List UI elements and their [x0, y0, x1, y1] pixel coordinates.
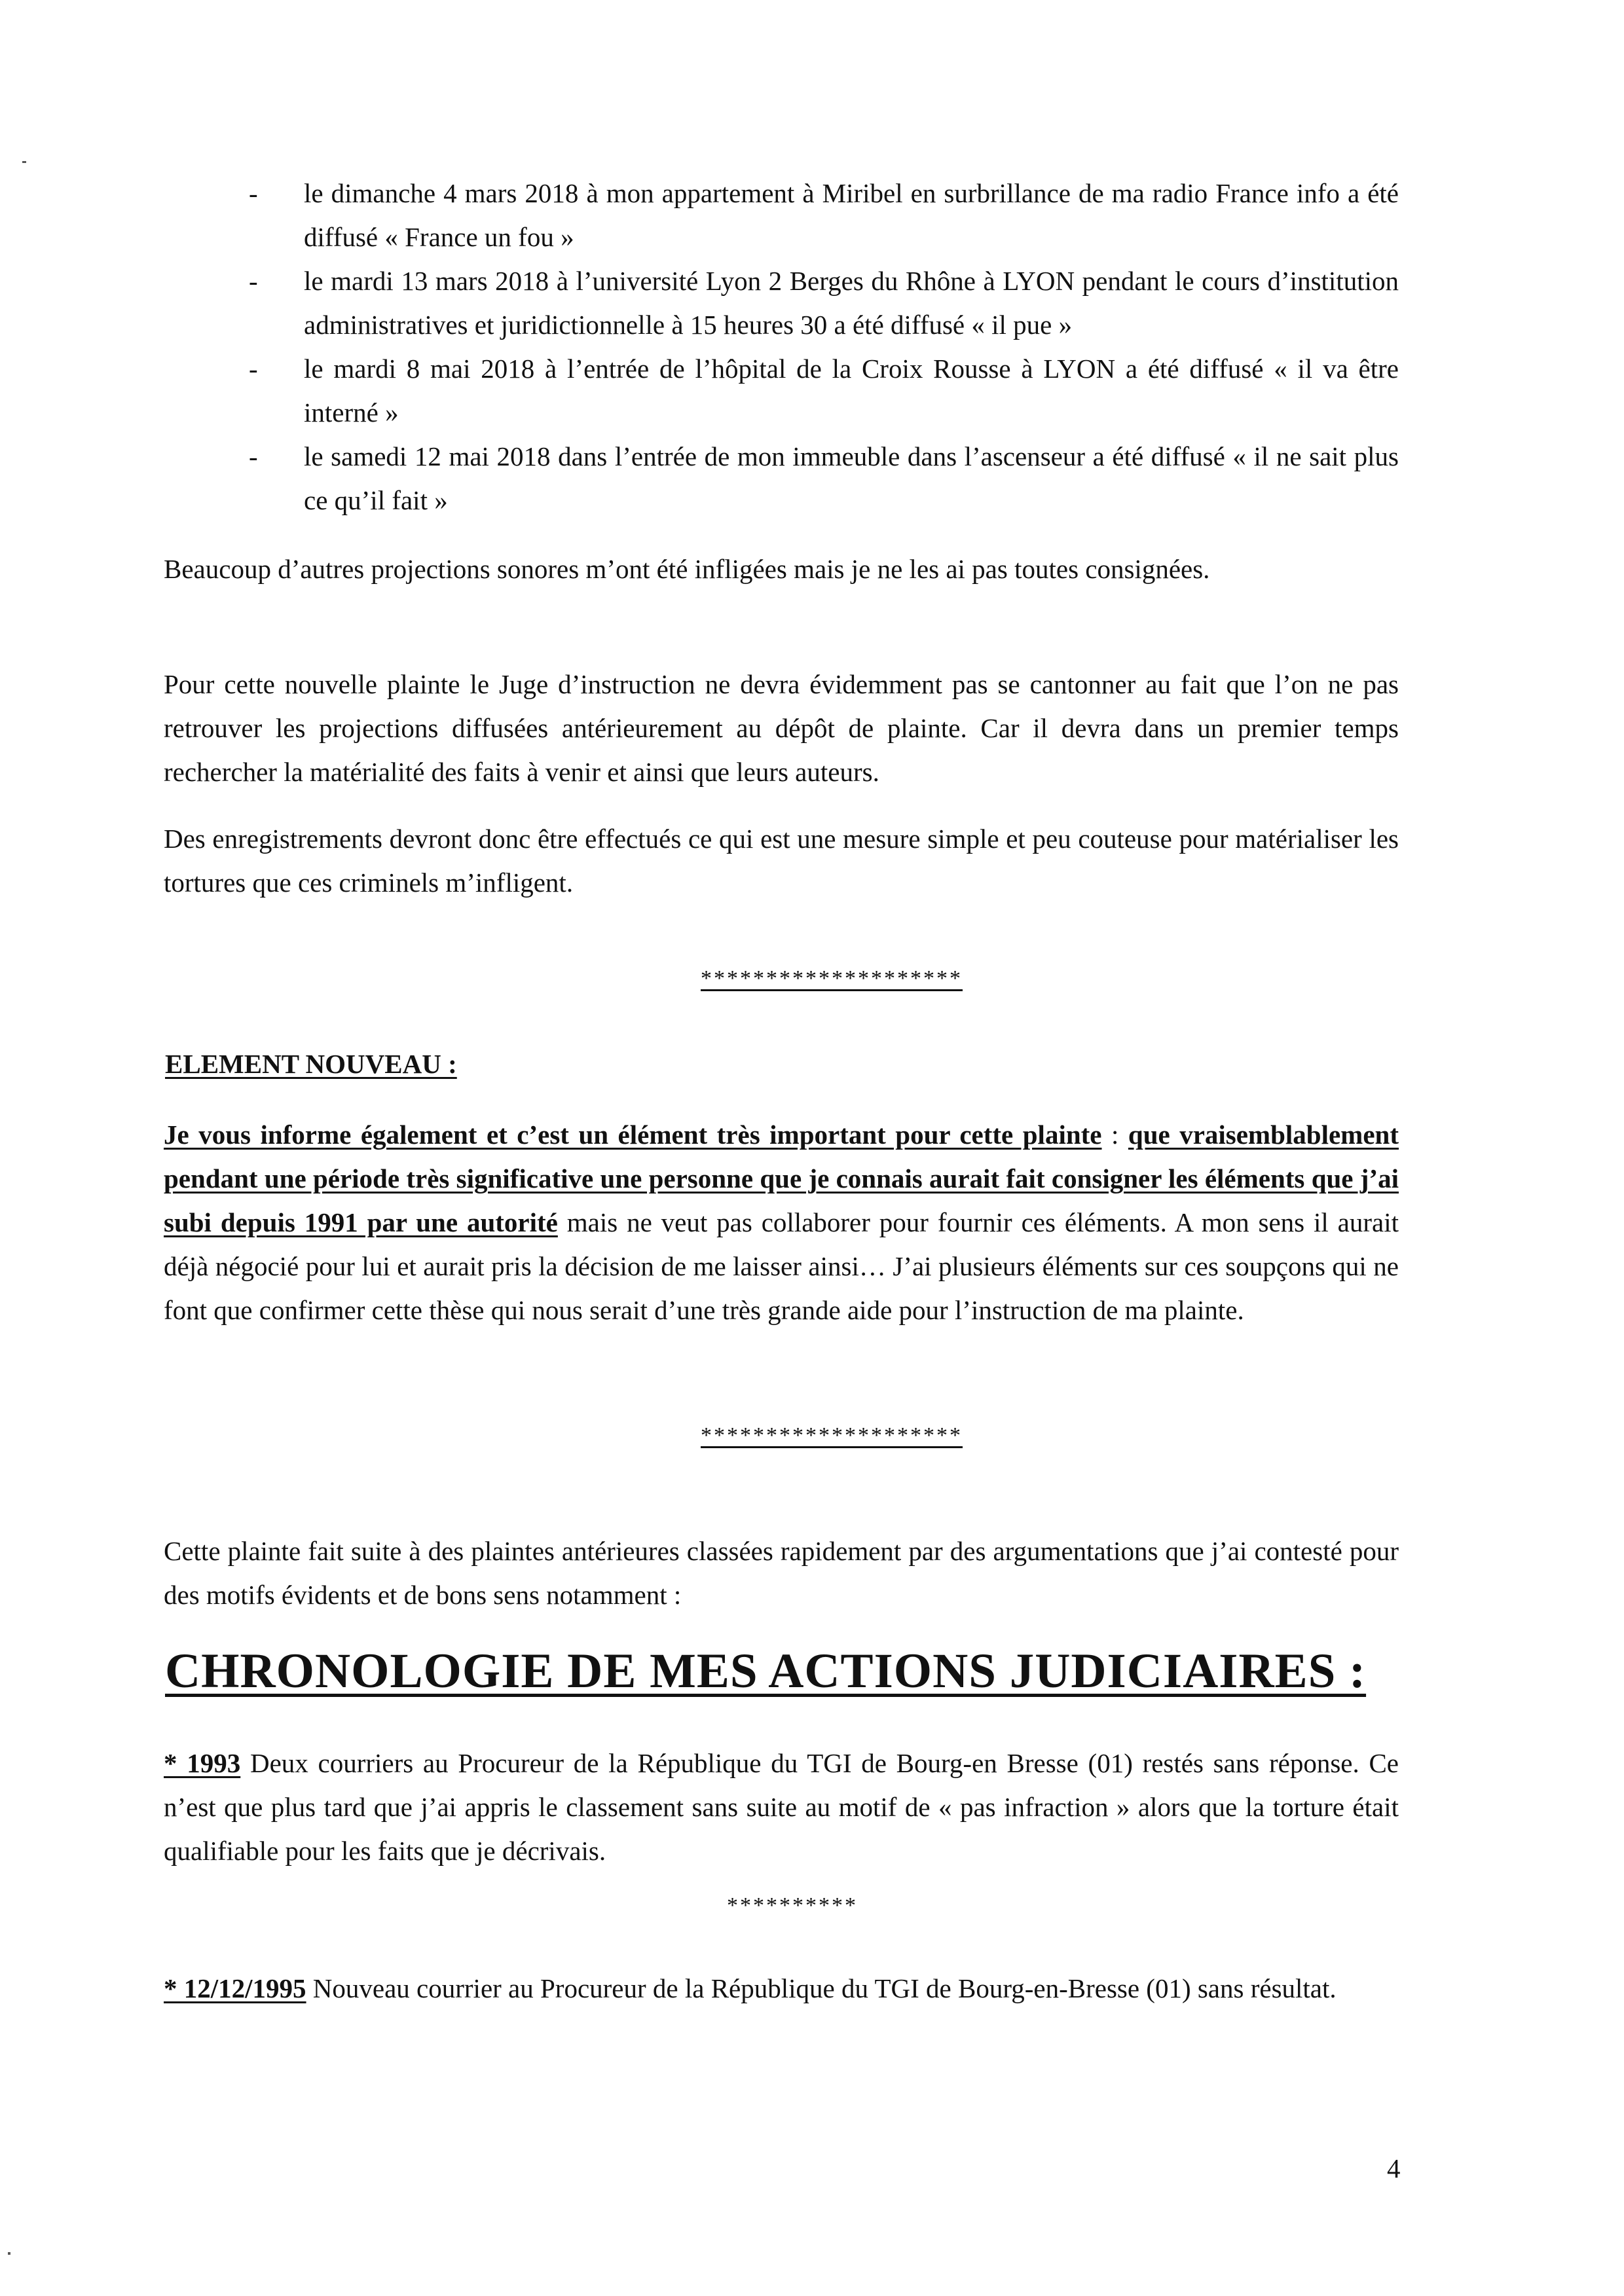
paragraph-enregistrements: Des enregistrements devront donc être effectués ce qui est une mesure simple et peu couteuse pour matérialiser les tortures que ces criminels m’infligent.	[164, 824, 1399, 898]
broadcast-list	[249, 172, 1399, 522]
separator-stars-short: **********	[727, 1893, 858, 1918]
paragraph-rest: mais ne veut pas collaborer pour fournir ces éléments. A mon sens il aurait déjà négocié pour lui et aurait pris la décision de me laisser ainsi… J’ai plusieurs éléments sur ces soupçons qui ne font que confirmer cette thèse qui nous serait d’une très grande aide pour l’instruction de ma plainte.	[164, 1207, 1399, 1325]
paragraph-element-nouveau	[164, 1113, 1399, 1332]
entry-text: Nouveau courrier au Procureur de la République du TGI de Bourg-en-Bresse (01) sans résultat.	[306, 1973, 1337, 2003]
list-dash: -	[249, 441, 258, 471]
page-number: 4	[1387, 2153, 1401, 2183]
list-item-text: le mardi 13 mars 2018 à l’université Lyon 2 Berges du Rhône à LYON pendant le cours d’institution administratives et juridictionnelle à 15 heures 30 a été diffusé « il pue »	[304, 266, 1399, 340]
entry-date: * 1993	[164, 1748, 241, 1778]
entry-date: * 12/12/1995	[164, 1973, 306, 2003]
list-item-text: le dimanche 4 mars 2018 à mon appartement à Miribel en surbrillance de ma radio France info a été diffusé « France un fou »	[304, 178, 1399, 252]
emphasis-important: Je vous informe également et c’est un élément très important pour cette plainte	[164, 1120, 1102, 1150]
entry-1993	[164, 1741, 1399, 1873]
list-item	[249, 172, 1399, 259]
separator-stars: ********************	[701, 1423, 963, 1448]
scan-speck	[22, 161, 26, 163]
list-item	[249, 435, 1399, 522]
chronologie-heading: CHRONOLOGIE DE MES ACTIONS JUDICIAIRES :	[165, 1644, 1367, 1698]
list-dash: -	[249, 178, 258, 208]
list-item-text: le samedi 12 mai 2018 dans l’entrée de mon immeuble dans l’ascenseur a été diffusé « il ne sait plus ce qu’il fait »	[304, 441, 1399, 515]
separator-stars: ********************	[701, 966, 963, 991]
list-dash: -	[249, 354, 258, 384]
entry-text: Deux courriers au Procureur de la République du TGI de Bourg-en Bresse (01) restés sans réponse. Ce n’est que plus tard que j’ai appris le classement sans suite au motif de « pas infraction » alors que la torture était qualifiable pour les faits que je décrivais.	[164, 1748, 1399, 1866]
scan-speck	[8, 2252, 10, 2255]
text-colon: :	[1101, 1120, 1128, 1150]
entry-1995	[164, 1967, 1399, 2011]
list-item	[249, 259, 1399, 347]
paragraph-juge: Pour cette nouvelle plainte le Juge d’instruction ne devra évidemment pas se cantonner au fait que l’on ne pas retrouver les projections diffusées antérieurement au dépôt de plainte. Car il devra dans un premier temps rechercher la matérialité des faits à venir et ainsi que leurs auteurs.	[164, 669, 1399, 787]
list-item-text: le mardi 8 mai 2018 à l’entrée de l’hôpital de la Croix Rousse à LYON a été diffusé « il va être interné »	[304, 354, 1399, 428]
emphasis-autorite: que vraisemblablement pendant une période très significative une personne que je connais aurait fait consigner les éléments que j’ai subi depuis 1991 par une autorité	[164, 1120, 1399, 1237]
paragraph-suite: Cette plainte fait suite à des plaintes antérieures classées rapidement par des argumentations que j’ai contesté pour des motifs évidents et de bons sens notamment :	[164, 1536, 1399, 1610]
element-nouveau-heading: ELEMENT NOUVEAU :	[165, 1049, 457, 1079]
list-dash: -	[249, 266, 258, 296]
list-item	[249, 347, 1399, 435]
paragraph-projections: Beaucoup d’autres projections sonores m’ont été infligées mais je ne les ai pas toutes consignées.	[164, 554, 1210, 584]
